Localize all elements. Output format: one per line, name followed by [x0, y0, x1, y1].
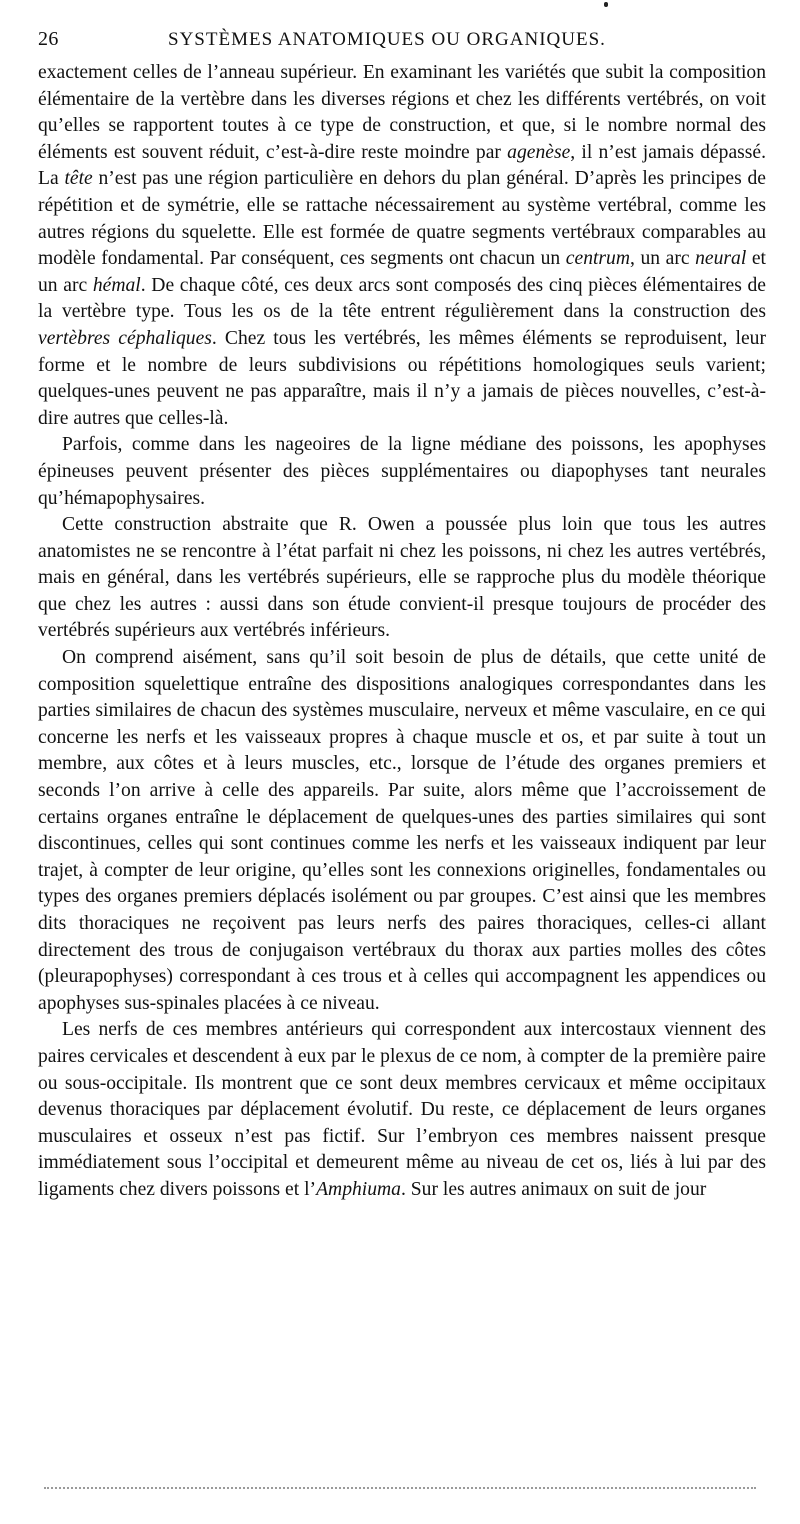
italic-text: agenèse — [507, 141, 571, 163]
text-run: . De chaque côté, ces deux arcs sont composés des cinq pièces élémentaires de la vertèbre type. Tous les os de la tête entrent régulièrement dans la construction des — [38, 274, 767, 323]
text-run: . Chez tous les vertébrés, les mêmes éléments se reproduisent, leur forme et le nombre de leurs subdivisions ou répétitions homologiques seuls varient; quelques-unes peuvent ne pas apparaître, mais il n’y a jamais de pièces nouvelles, c’est-à-dire autres que celles-là. — [38, 327, 766, 429]
paragraph — [38, 1017, 766, 1203]
paragraph — [38, 432, 766, 512]
text-run: . Sur les autres animaux on suit de jour — [400, 1178, 707, 1200]
italic-text: tête — [64, 168, 93, 190]
running-title: SYSTÈMES ANATOMIQUES OU ORGANIQUES. — [168, 29, 606, 50]
text-run: Les nerfs de ces membres antérieurs qui correspondent aux intercostaux viennent des paires cervicales et descendent à eux par le plexus de ce nom, à compter de la première paire ou sous-occipitale. Ils montrent que ce sont deux membres cervicaux et même occipitaux devenus thoraciques par déplacement évolutif. Du reste, ce déplacement de leurs organes musculaires et osseux n’est pas fictif. Sur l’embryon ces membres naissent presque immédiatement sous l’occipital et demeurent même au niveau de cet os, liés à lui par des ligaments chez divers poissons et l’ — [38, 1019, 766, 1200]
paragraph — [38, 60, 766, 432]
paragraph — [38, 645, 766, 1017]
italic-text: vertèbres céphaliques — [38, 327, 212, 349]
italic-text: hémal — [92, 274, 141, 296]
text-run: Cette construction abstraite que R. Owen a poussée plus loin que tous les autres anatomistes ne se rencontre à l’état parfait ni chez les poissons, ni chez les autres vertébrés, mais en général, dans les vertébrés supérieurs, elle se rapproche plus du modèle théorique que chez les autres : aussi dans son étude convient-il presque toujours de procéder des vertébrés supérieurs aux vertébrés inférieurs. — [38, 514, 766, 642]
italic-text: Amphiuma — [316, 1178, 401, 1200]
text-run: Parfois, comme dans les nageoires de la ligne médiane des poissons, les apophyses épineuses peuvent présenter des pièces supplémentaires ou diapophyses tant neurales qu’hémapophysaires. — [38, 434, 766, 509]
text-run: , il n’est jamais dépassé. La — [38, 141, 766, 190]
text-run: exactement celles de l’anneau supérieur. En examinant les variétés que subit la composition élémentaire de la vertèbre dans les diverses régions et chez les différents vertébrés, on voit qu’elles se rapportent toutes à ce type de construction, et que, si le nombre normal des éléments est souvent réduit, c’est-à-dire reste moindre par — [38, 62, 766, 163]
text-run: et un arc — [38, 248, 766, 296]
footer-dotted-rule — [44, 1487, 756, 1489]
page-header — [38, 28, 766, 60]
page-number: 26 — [38, 28, 59, 50]
text-run: On comprend aisément, sans qu’il soit besoin de plus de détails, que cette unité de composition squelettique entraîne des dispositions analogiques correspondantes dans les parties similaires de chacun des systèmes musculaire, nerveux et même vasculaire, en ce qui concerne les nerfs et les vaisseaux propres à chaque muscle et os, et par suite à tout un membre, aux côtes et à leurs muscles, etc., lorsque de l’étude des organes premiers et seconds l’on arrive à celle des appareils. Par suite, alors même que l’accroissement de certains organes entraîne le déplacement de quelques-unes des parties similaires qui sont discontinues, celles qui sont continues comme les nerfs et les vaisseaux indiquent par leur trajet, à compter de leur origine, qu’elles sont les connexions originelles, fondamentales ou types des organes premiers déplacés isolément ou par groupes. C’est ainsi que les membres dits thoraciques ne reçoivent pas leurs nerfs des paires thoraciques, celles-ci allant directement des trous de conjugaison vertébraux du thorax aux parties molles des côtes (pleurapophyses) correspondant à ces trous et à celles qui accompagnent les appendices ou apophyses sus-spinales placées à ce niveau. — [38, 647, 766, 1014]
paragraph — [38, 512, 766, 645]
italic-text: centrum — [565, 248, 631, 270]
italic-text: neural — [695, 248, 747, 270]
ink-speck — [604, 2, 608, 7]
body-text — [38, 60, 766, 1204]
text-run: , un arc — [630, 248, 696, 270]
book-page — [38, 28, 766, 1204]
text-run: n’est pas une région particulière en dehors du plan général. D’après les principes de répétition et de symétrie, elle se rattache nécessairement au système vertébral, comme les autres régions du squelette. Elle est formée de quatre segments vertébraux comparables au modèle fondamental. Par conséquent, ces segments ont chacun un — [38, 168, 766, 270]
